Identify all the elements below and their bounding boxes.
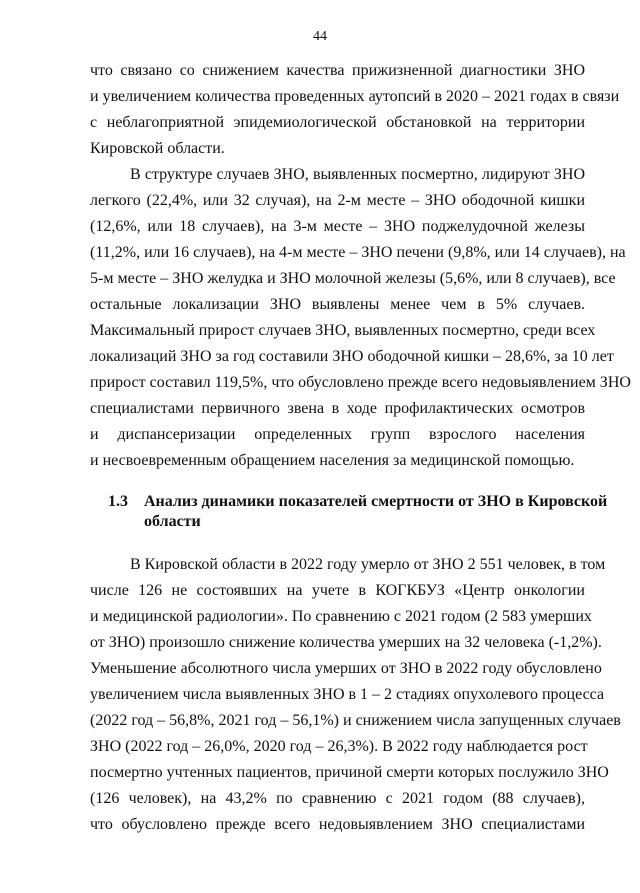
text-line: и медицинской радиологии». По сравнению с 2021 годом (2 583 умерших — [90, 608, 592, 625]
text-line: с неблагоприятной эпидемиологической обстановкой на территории — [90, 114, 585, 131]
text-line: (2022 год – 56,8%, 2021 год – 56,1%) и снижением числа запущенных случаев — [90, 712, 621, 729]
text-line: и диспансеризации определенных групп взрослого населения — [90, 426, 585, 443]
text-line: (11,2%, или 16 случаев), на 4-м месте – ЗНО печени (9,8%, или 14 случаев), на — [90, 244, 626, 261]
text-line: В Кировской области в 2022 году умерло от ЗНО 2 551 человек, в том — [130, 556, 606, 573]
text-line: посмертно учтенных пациентов, причиной смерти которых послужило ЗНО — [90, 764, 609, 781]
text-line: Кировской области. — [90, 140, 225, 157]
text-line: Уменьшение абсолютного числа умерших от ЗНО в 2022 году обусловлено — [90, 660, 602, 677]
text-line: Максимальный прирост случаев ЗНО, выявленных посмертно, среди всех — [90, 322, 596, 339]
section-title-line: области — [144, 513, 201, 530]
text-line: прирост составил 119,5%, что обусловлено прежде всего недовыявлением ЗНО — [90, 374, 631, 391]
page-number: 44 — [313, 29, 327, 44]
text-line: и несвоевременным обращением населения за медицинской помощью. — [90, 452, 575, 469]
text-line: (126 человек), на 43,2% по сравнению с 2021 годом (88 случаев), — [90, 790, 585, 807]
text-line: 5-м месте – ЗНО желудка и ЗНО молочной железы (5,6%, или 8 случаев), все — [90, 270, 616, 287]
text-line: специалистами первичного звена в ходе профилактических осмотров — [90, 400, 585, 417]
section-title-line: Анализ динамики показателей смертности от ЗНО в Кировской — [144, 493, 608, 510]
text-line: легкого (22,4%, или 32 случая), на 2-м месте – ЗНО ободочной кишки — [90, 192, 585, 209]
text-line: локализаций ЗНО за год составили ЗНО ободочной кишки – 28,6%, за 10 лет — [90, 348, 614, 365]
text-line: В структуре случаев ЗНО, выявленных посмертно, лидируют ЗНО — [130, 166, 585, 183]
text-line: что связано со снижением качества прижизненной диагностики ЗНО — [90, 62, 585, 79]
text-line: числе 126 не состоявших на учете в КОГКБУЗ «Центр онкологии — [90, 582, 585, 599]
text-line: остальные локализации ЗНО выявлены менее чем в 5% случаев. — [90, 296, 585, 313]
text-line: и увеличением количества проведенных аутопсий в 2020 – 2021 годах в связи — [90, 88, 620, 105]
section-number: 1.3 — [108, 493, 128, 510]
text-line: ЗНО (2022 год – 26,0%, 2020 год – 26,3%). В 2022 году наблюдается рост — [90, 738, 588, 755]
text-line: от ЗНО) произошло снижение количества умерших на 32 человека (-1,2%). — [90, 634, 602, 651]
text-line: что обусловлено прежде всего недовыявлением ЗНО специалистами — [90, 816, 585, 833]
text-line: (12,6%, или 18 случаев), на 3-м месте – ЗНО поджелудочной железы — [90, 218, 585, 235]
text-line: увеличением числа выявленных ЗНО в 1 – 2 стадиях опухолевого процесса — [90, 686, 605, 703]
